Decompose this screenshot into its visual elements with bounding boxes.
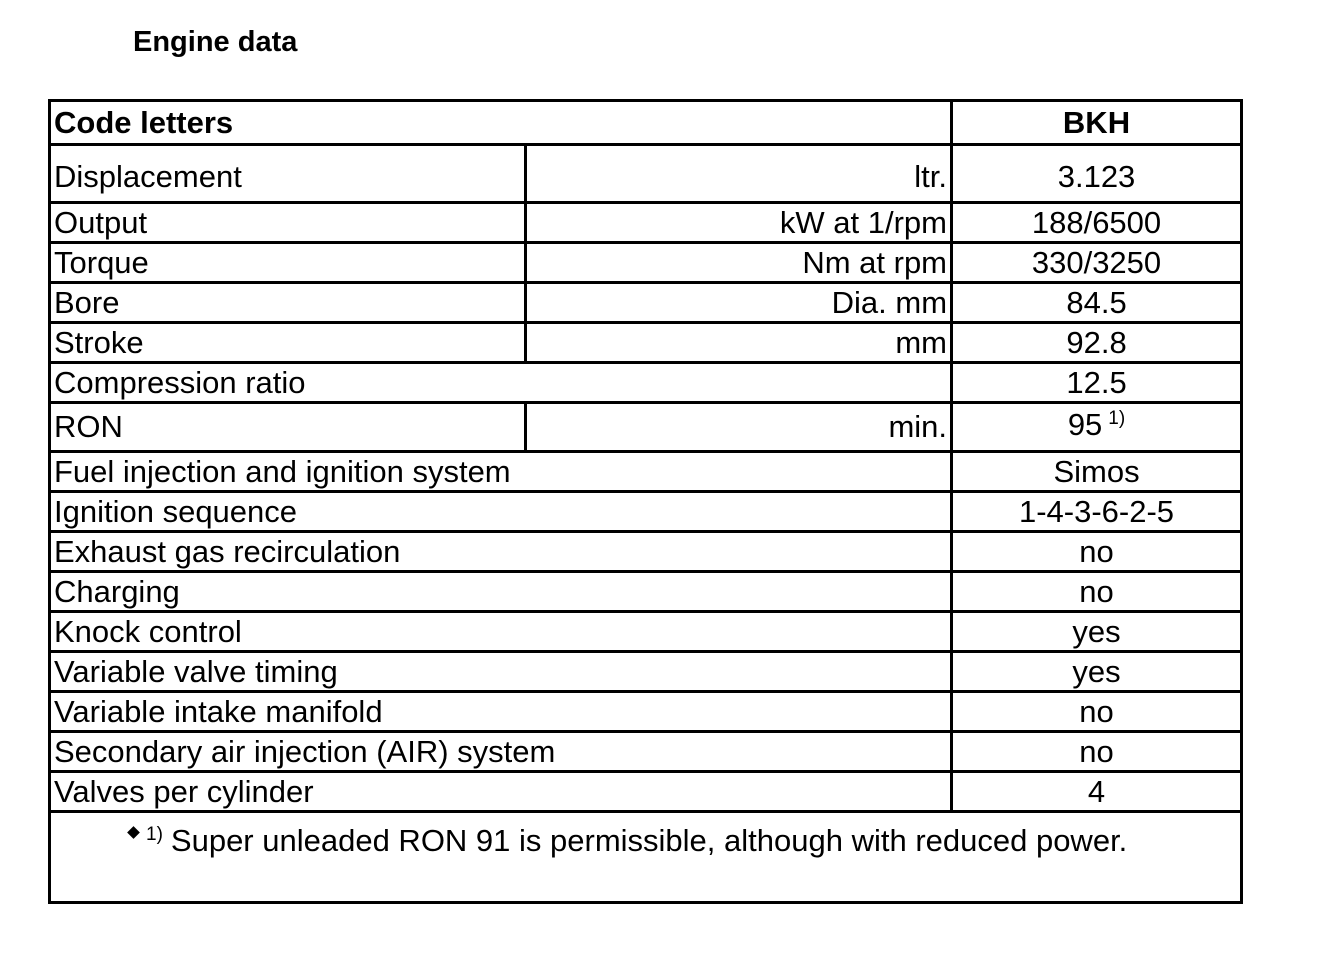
table-row xyxy=(50,203,1242,243)
row-value: yes xyxy=(952,652,1242,692)
row-label: Variable valve timing xyxy=(50,652,952,692)
row-value: no xyxy=(952,692,1242,732)
diamond-bullet-icon xyxy=(127,826,140,839)
row-value: yes xyxy=(952,612,1242,652)
row-value: 4 xyxy=(952,772,1242,812)
table-row xyxy=(50,692,1242,732)
row-value: no xyxy=(952,532,1242,572)
row-value: Simos xyxy=(952,452,1242,492)
table-row xyxy=(50,403,1242,452)
table-row xyxy=(50,532,1242,572)
row-label: Variable intake manifold xyxy=(50,692,952,732)
footnote-reference: 1) xyxy=(1108,407,1126,429)
table-row xyxy=(50,283,1242,323)
row-unit: Nm at rpm xyxy=(526,243,952,283)
table-row xyxy=(50,732,1242,772)
table-row xyxy=(50,772,1242,812)
row-label: Knock control xyxy=(50,612,952,652)
row-value: no xyxy=(952,732,1242,772)
table-row xyxy=(50,492,1242,532)
row-value: 1-4-3-6-2-5 xyxy=(952,492,1242,532)
row-label: Compression ratio xyxy=(50,363,952,403)
row-label: Torque xyxy=(50,243,526,283)
row-unit: Dia. mm xyxy=(526,283,952,323)
row-label: Stroke xyxy=(50,323,526,363)
table-row xyxy=(50,452,1242,492)
footnote-cell xyxy=(50,812,1242,903)
row-value: 92.8 xyxy=(952,323,1242,363)
code-letters-label: Code letters xyxy=(50,101,952,145)
footnote-text: Super unleaded RON 91 is permissible, although with reduced power. xyxy=(170,823,1128,858)
row-value: no xyxy=(952,572,1242,612)
row-value: 12.5 xyxy=(952,363,1242,403)
page-title: Engine data xyxy=(133,26,298,58)
table-row xyxy=(50,145,1242,203)
row-label: Bore xyxy=(50,283,526,323)
table-row xyxy=(50,612,1242,652)
table-row xyxy=(50,572,1242,612)
row-value: 3.123 xyxy=(952,145,1242,203)
footnote-mark: 1) xyxy=(146,824,163,845)
row-value: 188/6500 xyxy=(952,203,1242,243)
table-row xyxy=(50,243,1242,283)
row-label: RON xyxy=(50,403,526,452)
row-value: 330/3250 xyxy=(952,243,1242,283)
table-row xyxy=(50,323,1242,363)
row-label: Displacement xyxy=(50,145,526,203)
row-unit: kW at 1/rpm xyxy=(526,203,952,243)
row-label: Fuel injection and ignition system xyxy=(50,452,952,492)
engine-data-table xyxy=(48,99,1243,904)
row-label: Exhaust gas recirculation xyxy=(50,532,952,572)
row-value: 84.5 xyxy=(952,283,1242,323)
footnote-row xyxy=(50,812,1242,903)
table-header-row xyxy=(50,101,1242,145)
row-value-text: 95 xyxy=(1067,406,1103,442)
row-unit: min. xyxy=(526,403,952,452)
row-label: Charging xyxy=(50,572,952,612)
row-value xyxy=(952,403,1242,452)
row-label: Secondary air injection (AIR) system xyxy=(50,732,952,772)
table-row xyxy=(50,363,1242,403)
row-label: Output xyxy=(50,203,526,243)
row-label: Valves per cylinder xyxy=(50,772,952,812)
row-unit: ltr. xyxy=(526,145,952,203)
row-unit: mm xyxy=(526,323,952,363)
code-letters-value: BKH xyxy=(952,101,1242,145)
table-row xyxy=(50,652,1242,692)
row-label: Ignition sequence xyxy=(50,492,952,532)
